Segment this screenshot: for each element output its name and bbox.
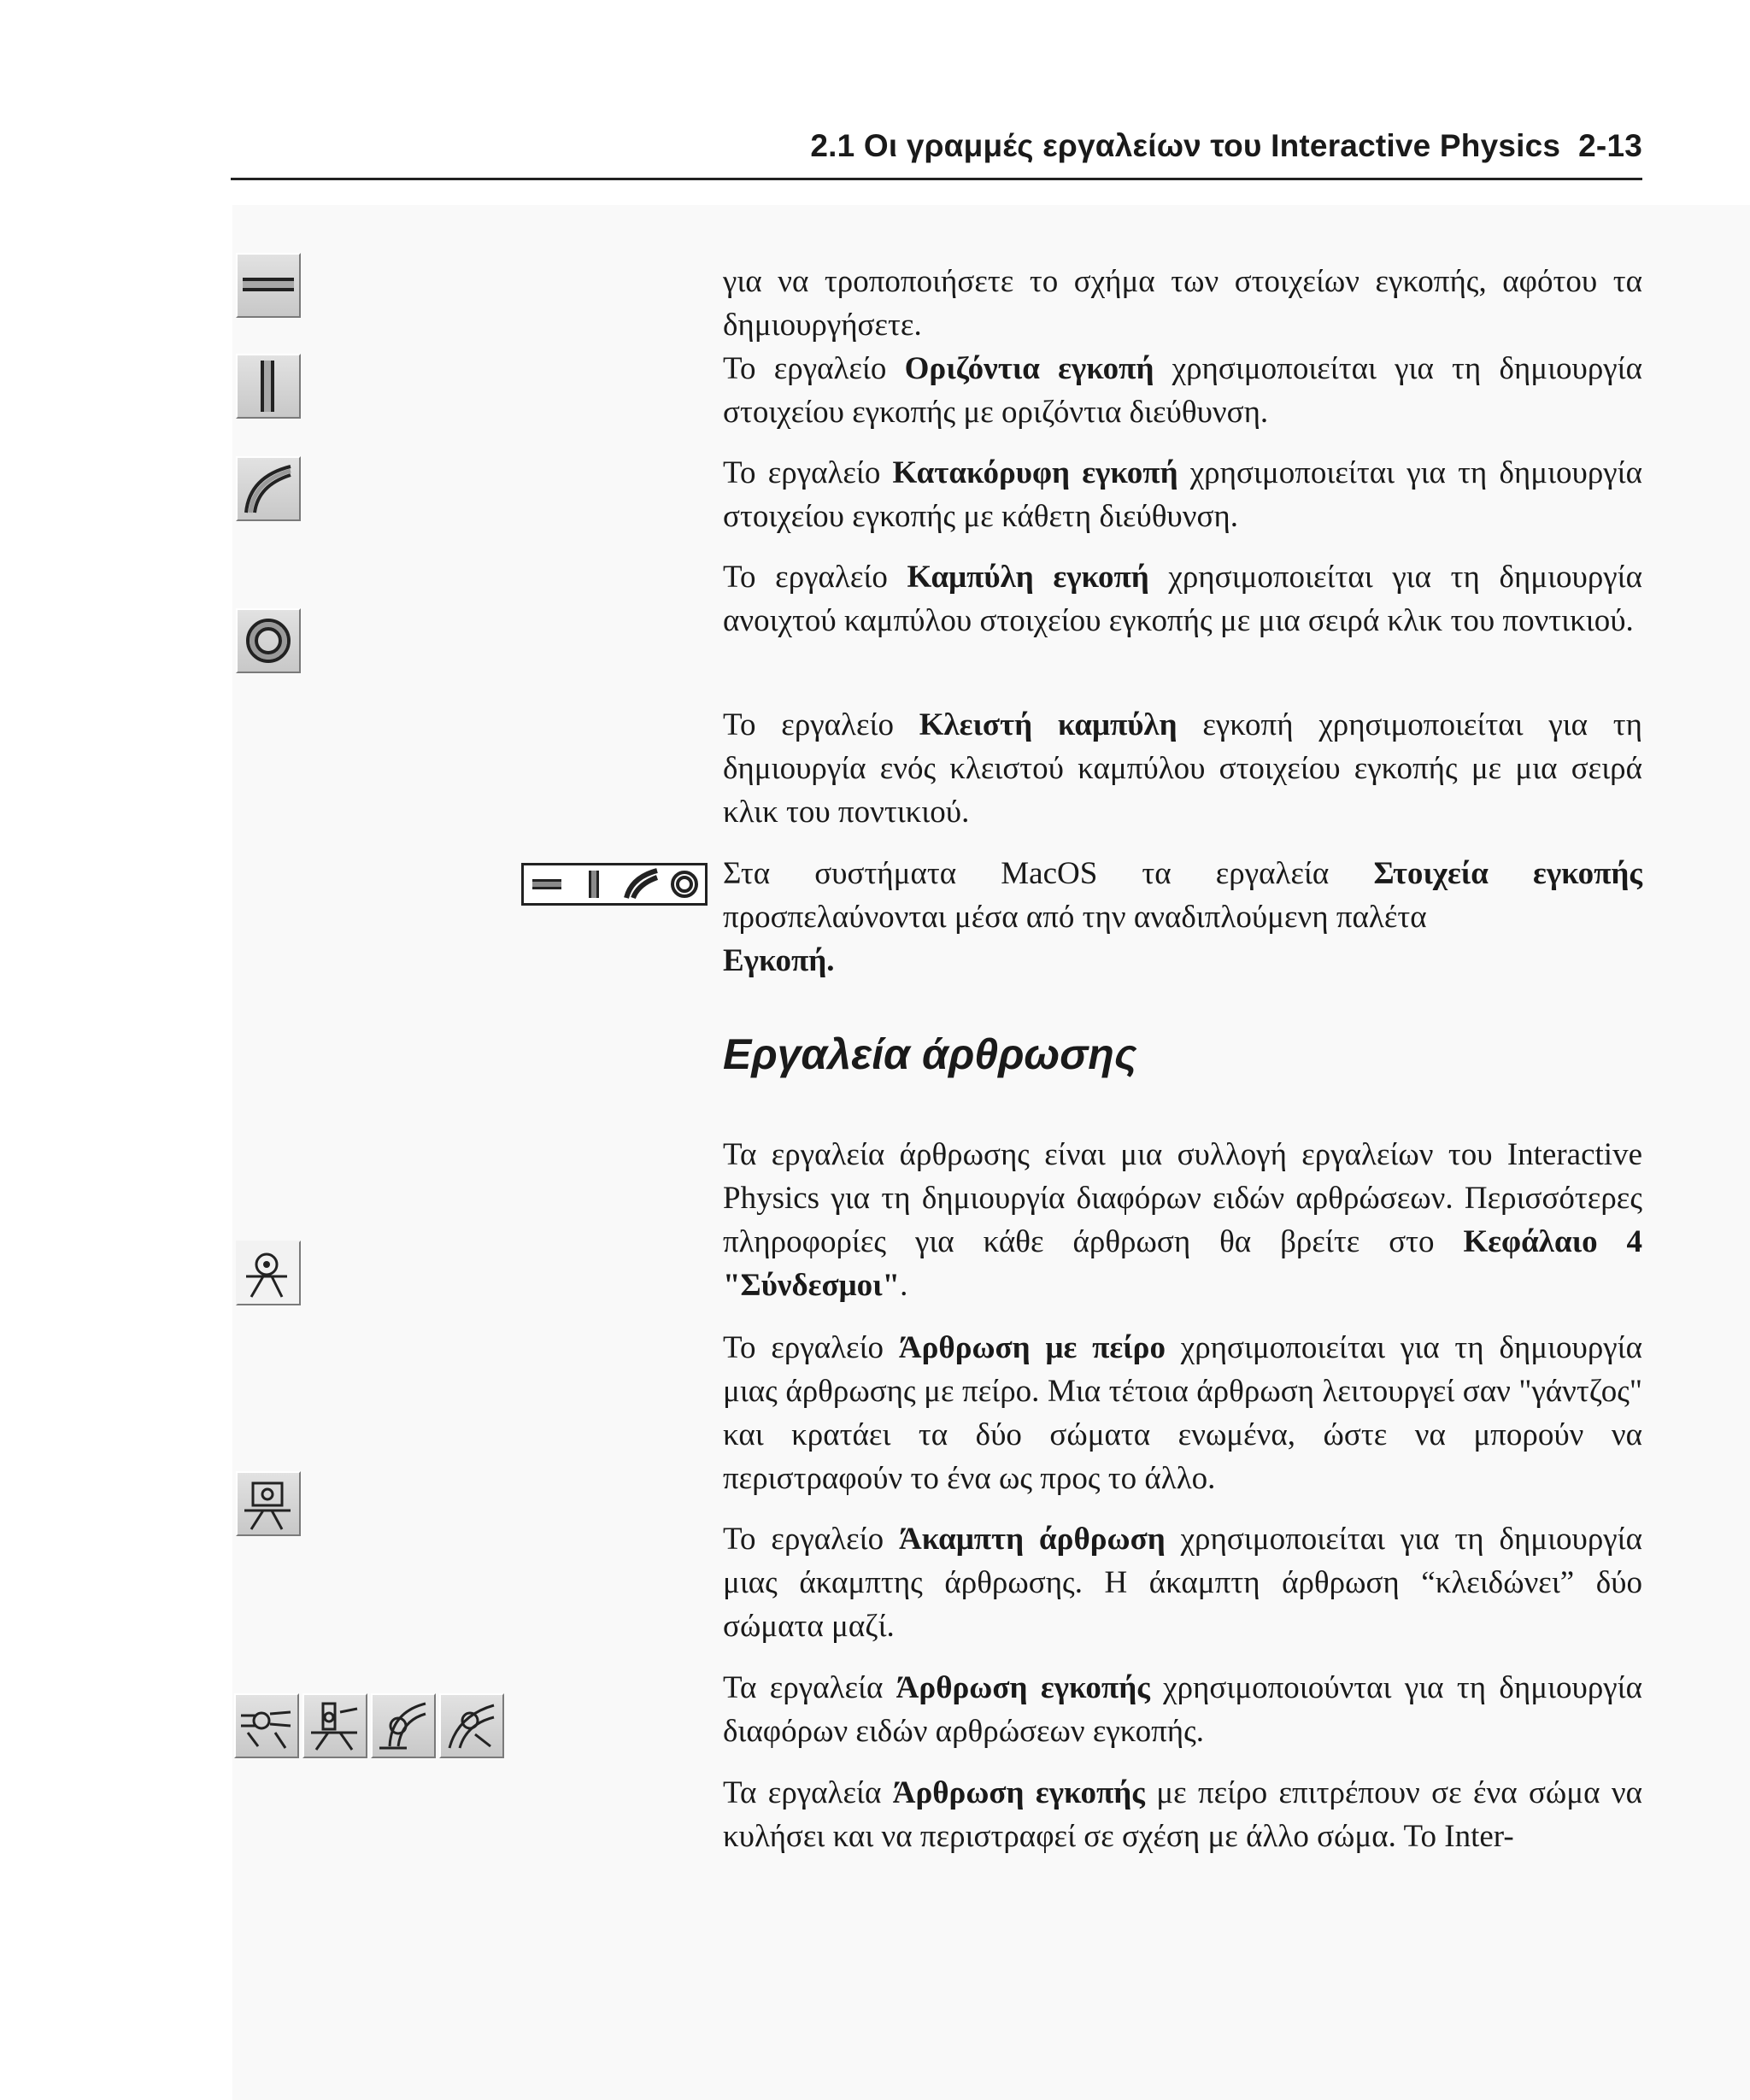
- paragraph-text: χρησιμοποιείται για τη δημιουργία μιας άρθρωσης με πείρο. Μια τέτοια άρθρωση λειτουργεί σαν "γάντζος" και κρατάει τα δύο σώματα ενωμένα, ώστε να μπορούν να περιστραφούν το ένα ως προς το άλλο.: [723, 1330, 1642, 1496]
- slot-joint-icon-1: [234, 1693, 299, 1758]
- tool-name-rigid-joint: Άκαμπτη άρθρωση: [898, 1522, 1166, 1557]
- paragraph-text: Τα εργαλεία άρθρωσης είναι μια συλλογή εργαλείων του Interactive Physics για τη δημιουργία διαφόρων ειδών αρθρώσεων. Περισσότερες πληροφορίες για κάθε άρθρωση θα βρείτε στο: [723, 1137, 1642, 1259]
- tool-name-slot-joint: Άρθρωση εγκοπής: [892, 1775, 1145, 1810]
- paragraph: [723, 1326, 1642, 1500]
- paragraph-text: χρησιμοποιείται για τη δημιουργία στοιχείου εγκοπής με κάθετη διεύθυνση.: [723, 455, 1642, 534]
- header-rule: [231, 178, 1642, 180]
- paragraph: [723, 703, 1642, 834]
- paragraph: [723, 260, 1642, 347]
- paragraph: [723, 1666, 1642, 1753]
- header-title: 2.1 Οι γραμμές εργαλείων του Interactive Physics: [810, 128, 1561, 163]
- paragraph-text: Το εργαλείο: [723, 560, 907, 595]
- tool-name-horizontal-slot: Οριζόντια εγκοπή: [904, 351, 1154, 386]
- curved-slot-icon: [236, 456, 301, 521]
- paragraph-text: για να τροποποιήσετε το σχήμα των στοιχείων εγκοπής, αφότου τα δημιουργήσετε.: [723, 264, 1642, 343]
- slot-joint-icon-2: [302, 1693, 367, 1758]
- paragraph: [723, 1133, 1642, 1307]
- paragraph-text: Τα εργαλεία: [723, 1775, 893, 1810]
- section-heading: Εργαλεία άρθρωσης: [723, 1030, 1137, 1078]
- tool-name-slot-joint: Άρθρωση εγκοπής: [896, 1670, 1150, 1705]
- vertical-slot-icon: [236, 354, 301, 419]
- paragraph-text: Στα συστήματα MacOS τα εργαλεία: [723, 856, 1374, 891]
- paragraph-text: χρησιμοποιείται για τη δημιουργία ανοιχτού καμπύλου στοιχείου εγκοπής με μια σειρά κλικ του ποντικιού.: [723, 560, 1642, 638]
- tool-name-vertical-slot: Κατακόρυφη εγκοπή: [892, 455, 1178, 490]
- slot-joint-icon-4: [439, 1693, 504, 1758]
- paragraph-text: Το εργαλείο: [723, 351, 905, 386]
- pin-joint-icon: [236, 1241, 301, 1305]
- rigid-joint-icon: [236, 1471, 301, 1536]
- closed-curve-slot-icon: [236, 608, 301, 673]
- paragraph-text: χρησιμοποιούνται για τη δημιουργία διαφόρων ειδών αρθρώσεων εγκοπής.: [723, 1670, 1642, 1749]
- tool-name-closed-curve-slot: Κλειστή καμπύλη: [919, 707, 1177, 742]
- paragraph: [723, 347, 1642, 434]
- paragraph-text: Το εργαλείο: [723, 707, 919, 742]
- running-header: [232, 128, 1642, 164]
- paragraph: [723, 1517, 1642, 1648]
- tool-name-curved-slot: Καμπύλη εγκοπή: [907, 560, 1149, 595]
- paragraph-text: Το εργαλείο: [723, 455, 893, 490]
- slot-joint-icon-3: [371, 1693, 436, 1758]
- paragraph-text: με πείρο επιτρέπουν σε ένα σώμα να κυλήσει και να περιστραφεί σε σχέση με άλλο σώμα. Το Inter-: [723, 1775, 1642, 1854]
- paragraph: [723, 1771, 1642, 1858]
- palette-name-slot: Εγκοπή.: [723, 943, 835, 978]
- paragraph-text: .: [900, 1268, 908, 1303]
- paragraph: [723, 451, 1642, 538]
- paragraph: [723, 555, 1642, 642]
- paragraph-text: Τα εργαλεία: [723, 1670, 896, 1705]
- paragraph-text: Το εργαλείο: [723, 1330, 899, 1365]
- paragraph-text: χρησιμοποιείται για τη δημιουργία στοιχείου εγκοπής με οριζόντια διεύθυνση.: [723, 351, 1642, 430]
- paragraph-text: εγκοπή χρησιμοποιείται για τη δημιουργία ενός κλειστού καμπύλου στοιχείου εγκοπής με μια σειρά κλικ του ποντικιού.: [723, 707, 1642, 830]
- tool-name-slot-elements: Στοιχεία εγκοπής: [1373, 856, 1643, 891]
- paragraph-text: χρησιμοποιείται για τη δημιουργία μιας άκαμπτης άρθρωσης. Η άκαμπτη άρθρωση “κλειδώνει” δύο σώματα μαζί.: [723, 1522, 1642, 1644]
- macos-slot-palette-icon: [521, 863, 708, 906]
- paragraph-text: προσπελαύνονται μέσα από την αναδιπλούμενη παλέτα: [723, 900, 1427, 935]
- tool-name-pin-joint: Άρθρωση με πείρο: [898, 1330, 1166, 1365]
- horizontal-slot-icon: [236, 253, 301, 318]
- chapter-reference: Κεφάλαιο 4 "Σύνδεσμοι": [723, 1224, 1642, 1303]
- header-page-number: 2-13: [1578, 128, 1642, 163]
- paragraph-text: Το εργαλείο: [723, 1522, 899, 1557]
- paragraph: [723, 852, 1642, 983]
